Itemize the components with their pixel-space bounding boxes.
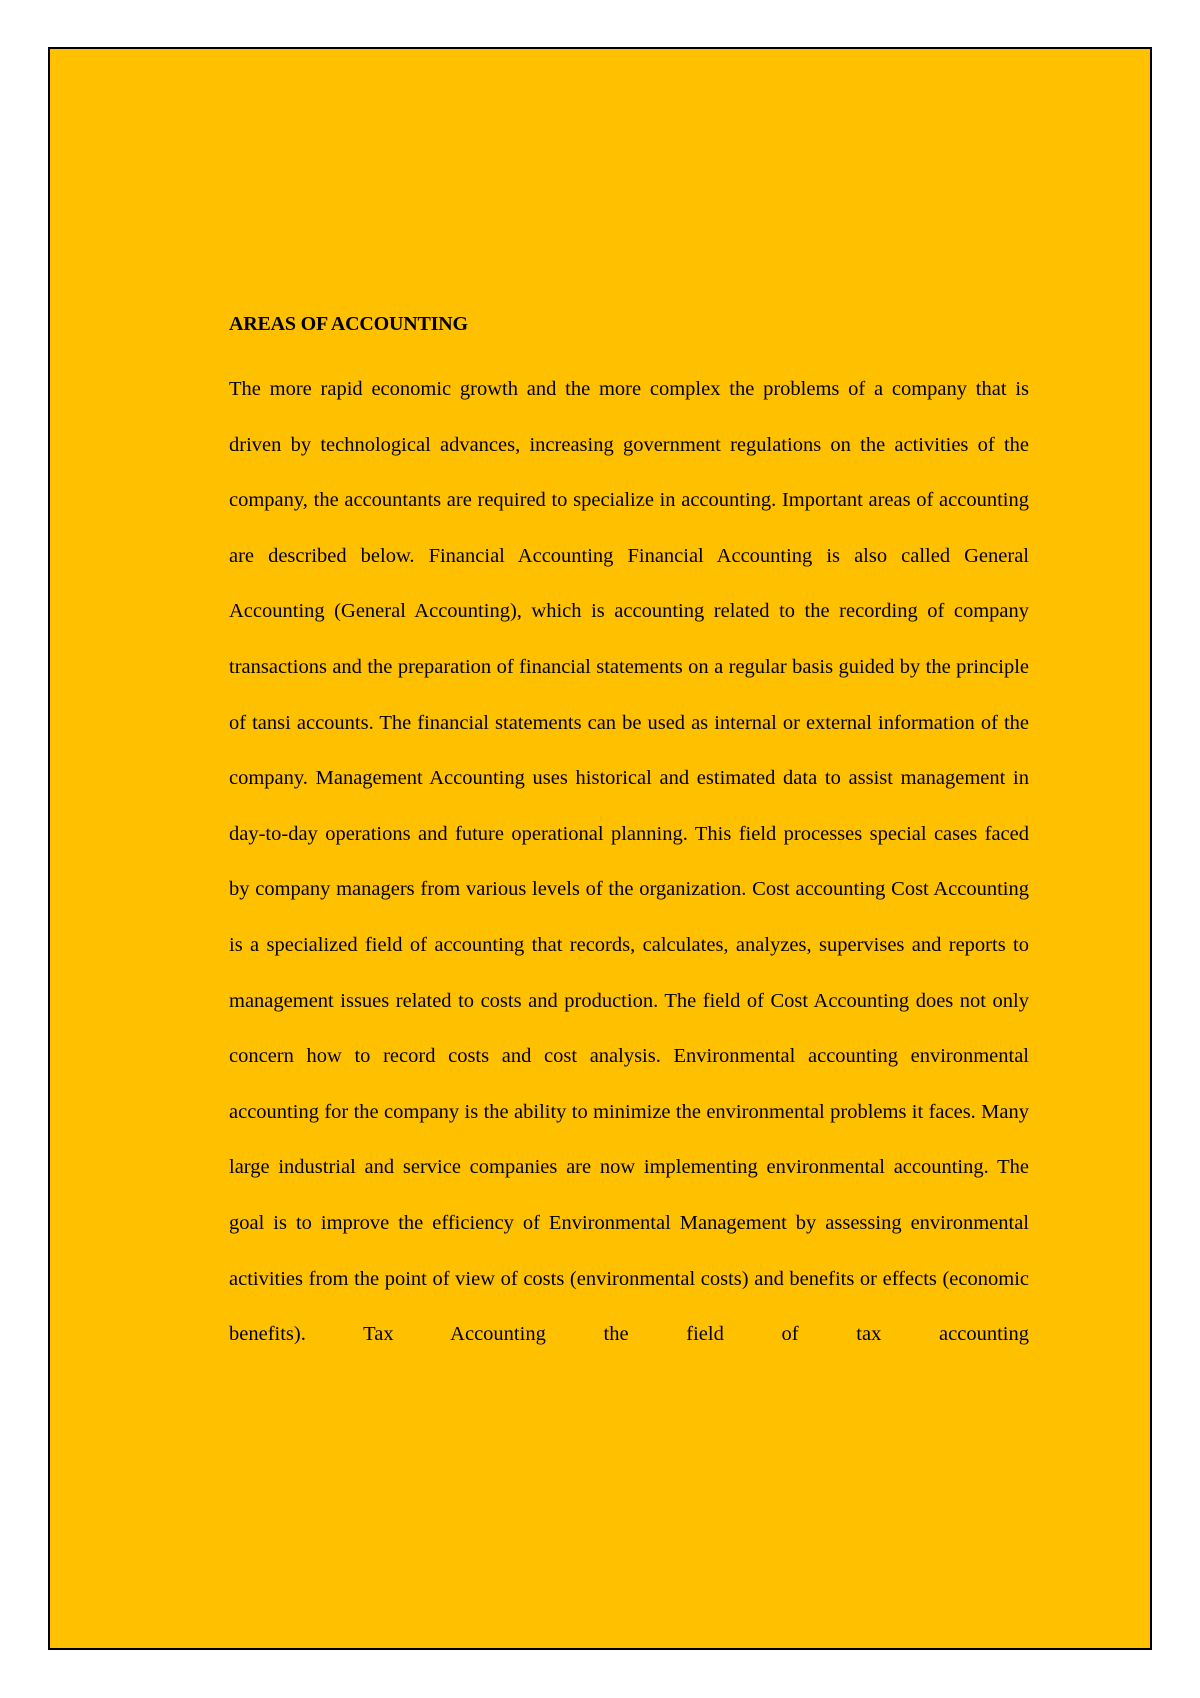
section-heading: AREAS OF ACCOUNTING [229, 313, 468, 335]
document-content [229, 306, 1029, 1363]
body-paragraph: The more rapid economic growth and the more complex the problems of a company that is driven by technological advances, increasing government regulations on the activities of the company, the accountants are required to specialize in accounting. Important areas of accounting are described below. Financial Accounting Financial Accounting is also called General Accounting (General Accounting), which is accounting related to the recording of company transactions and the preparation of financial statements on a regular basis guided by the principle of tansi accounts. The financial statements can be used as internal or external information of the company. Management Accounting uses historical and estimated data to assist management in day-to-day operations and future operational planning. This field processes special cases faced by company managers from various levels of the organization. Cost accounting Cost Accounting is a specialized field of accounting that records, calculates, analyzes, supervises and reports to management issues related to costs and production. The field of Cost Accounting does not only concern how to record costs and cost analysis. Environmental accounting environmental accounting for the company is the ability to minimize the environmental problems it faces. Many large industrial and service companies are now implementing environmental accounting. The goal is to improve the efficiency of Environmental Management by assessing environmental activities from the point of view of costs (environmental costs) and benefits or effects (economic benefits). Tax Accounting the field of tax accounting [229, 378, 1029, 1346]
